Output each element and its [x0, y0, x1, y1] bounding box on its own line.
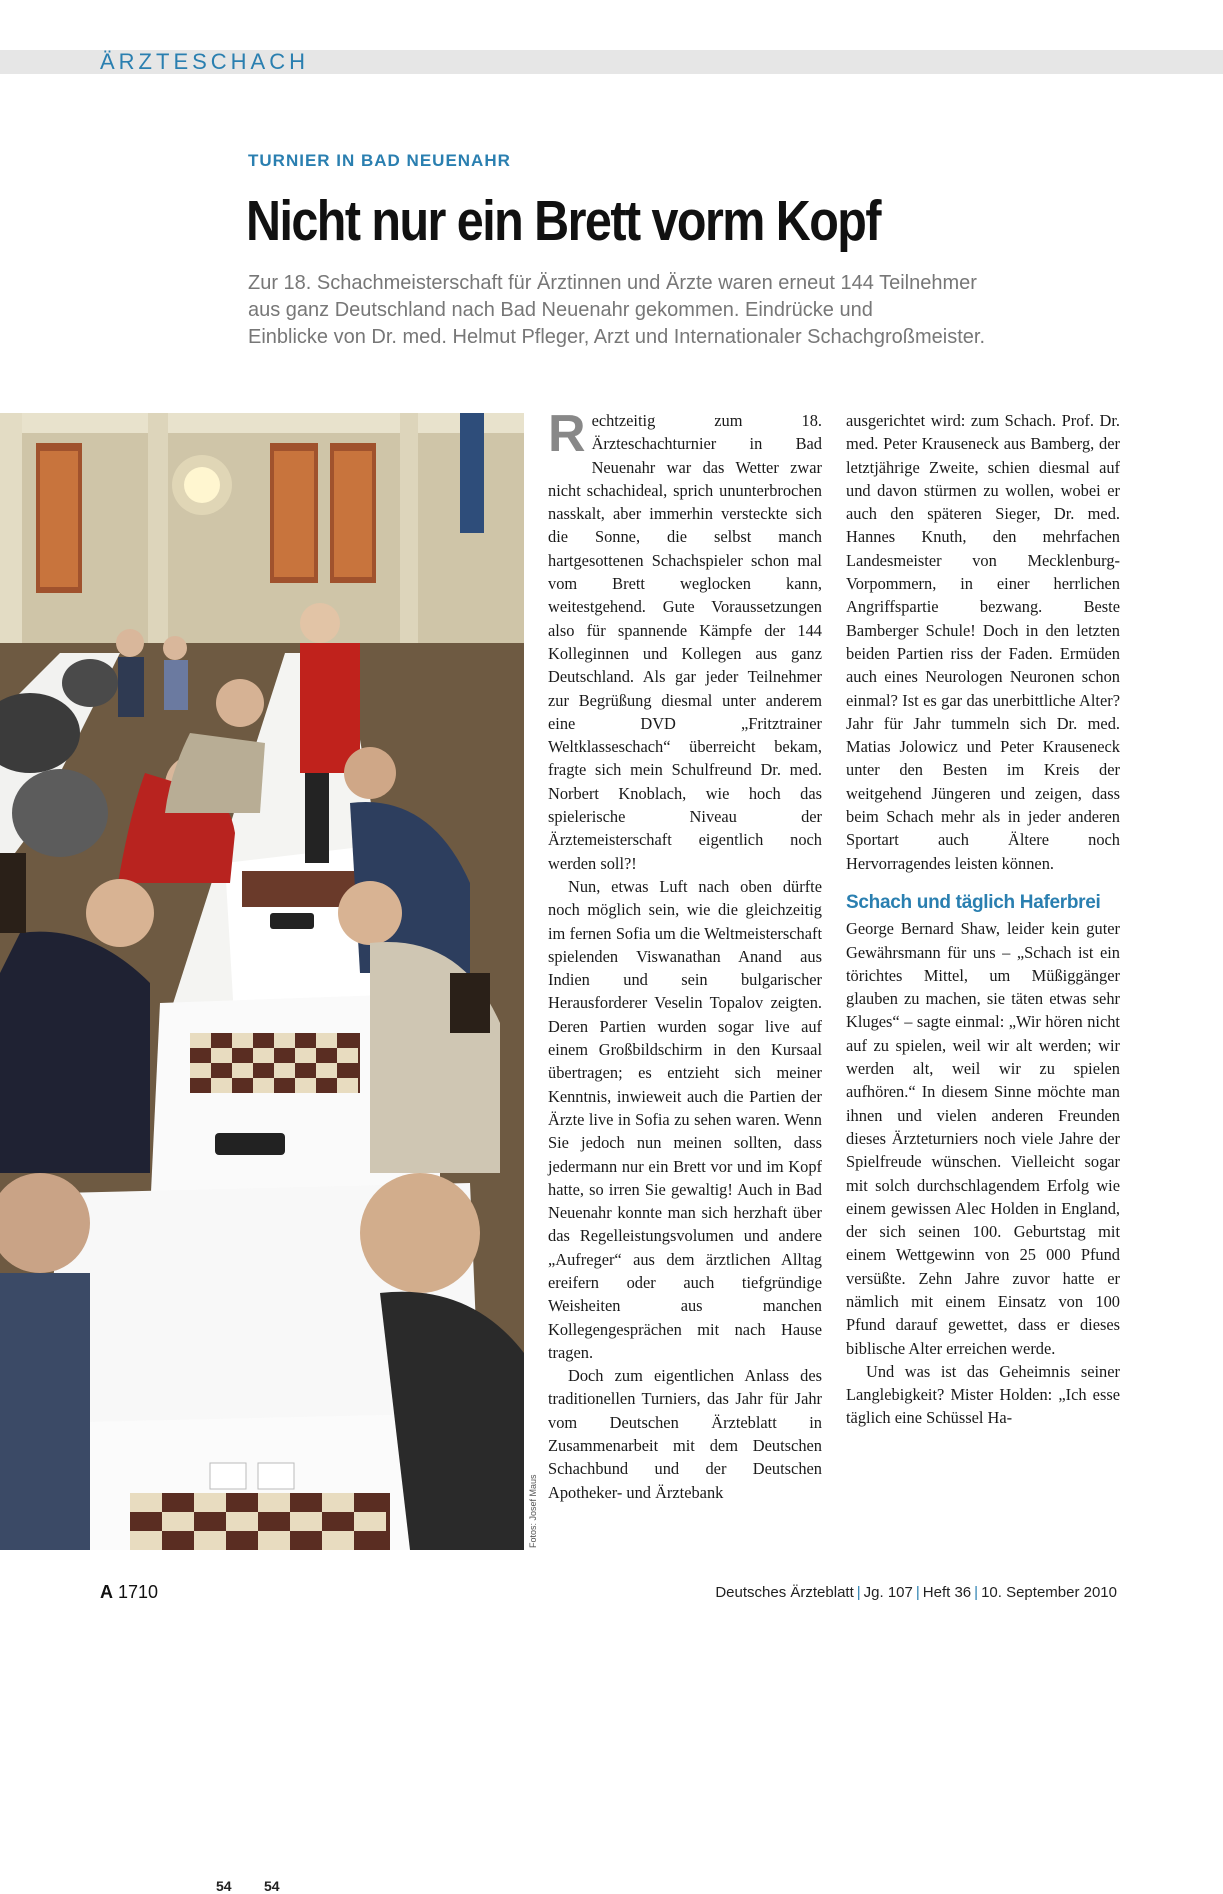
journal-date: 10. September 2010 — [981, 1584, 1117, 1601]
paragraph-text: echtzeitig zum 18. Ärzteschachturnier in Bad Neuenahr war das Wetter zwar nicht schachideal, sprich ununterbrochen nasskalt, aber immerhin versteckte sich die Sonne, die selbst manch hartgesottenen Schachspieler schon mal vom Brett weglocken kann, weitestgehend. Gute Voraussetzungen also für spannende Kämpfe der 144 Kolleginnen und Kollegen aus ganz Deutschland. Als gar jeder Teilnehmer zur Begrüßung diesmal unter anderem eine DVD „Fritztrainer Weltklasseschach“ überreicht bekam, fragte sich mein Schulfreund Dr. med. Norbert Knoblach, wie hoch das spielerische Niveau der Ärztemeisterschaft eigentlich noch werden soll?! — [548, 411, 822, 873]
article-paragraph — [548, 405, 822, 875]
article-paragraph: ausgerichtet wird: zum Schach. Prof. Dr. med. Peter Krauseneck aus Bamberg, der letztjährige Zweite, schien diesmal auf und davon stürmen zu wollen, wobei er auch den späteren Sieger, Dr. med. Hannes Knuth, den mehrfachen Landesmeister von Mecklenburg-Vorpommern, in einer herrlichen Angriffspartie bezwang. Beste Bamberger Schule! Doch in den letzten beiden Partien riss der Faden. Ermüden auch eines Neurologen Neuronen schon einmal? Ist es gar das unerbittliche Alter? Jahr für Jahr tummeln sich Dr. med. Matias Jolowicz und Peter Krauseneck unter den Besten im Kreis der weitgehend Jüngeren und zeigen, dass beim Schach mehr als in jeder anderen Sportart auch Ältere noch Hervorragendes leisten können. — [846, 411, 1120, 873]
board-number: 54 — [216, 1878, 232, 1894]
article-subheading: Schach und täglich Haferbrei — [846, 891, 1101, 913]
drop-cap: R — [548, 405, 586, 463]
page-number-value: 1710 — [118, 1582, 159, 1602]
lead-line: Einblicke von Dr. med. Helmut Pfleger, Arzt und Internationaler Schachgroßmeister. — [248, 326, 986, 348]
article-paragraph: George Bernard Shaw, leider kein guter Gewährsmann für uns – „Schach ist ein törichtes Mittel, um Müßiggänger glauben zu machen, sie täten etwas sehr Kluges“ – sagte einmal: „Wir hören nicht auf zu spielen, weil wir alt werden; wir werden alt, weil wir zu spielen aufhören.“ In diesem Sinne möchte man ihnen und vielen anderen Freunden dieses Ärzteturniers noch viele Jahre der Spielfreude wünschen. Vielleicht sogar mit solch durchschlagendem Erfolg wie einem gewissen Alec Holden in England, der sich seinen 100. Geburtstag mit einem Wettgewinn von 25 000 Pfund versüßte. Zehn Jahre zuvor hatte er nämlich mit einem Einsatz von 100 Pfund darauf gewettet, dass er dieses biblische Alter erreichen werde. — [846, 919, 1120, 1358]
journal-volume: Jg. 107 — [863, 1584, 913, 1601]
article-kicker: TURNIER IN BAD NEUENAHR — [248, 151, 511, 170]
journal-issue: Heft 36 — [922, 1584, 972, 1601]
page-number — [100, 1582, 158, 1603]
board-number: 54 — [264, 1878, 280, 1894]
lead-line: aus ganz Deutschland nach Bad Neuenahr gekommen. Eindrücke und — [248, 299, 873, 321]
photo-credit: Fotos: Josef Maus — [528, 1474, 538, 1548]
journal-name: Deutsches Ärzteblatt — [715, 1584, 854, 1601]
lead-line: Zur 18. Schachmeisterschaft für Ärztinnen und Ärzte waren erneut 144 Teilnehmer — [248, 272, 977, 294]
article-paragraph: Doch zum eigentlichen Anlass des traditionellen Turniers, das Jahr für Jahr vom Deutschen Ärzteblatt in Zusammenarbeit mit dem Deutschen Schachbund und der Deutschen Apotheker- und Ärztebank — [548, 1366, 822, 1502]
article-column-2 — [846, 409, 1120, 1430]
section-label: ÄRZTESCHACH — [100, 49, 310, 74]
page-prefix: A — [100, 1582, 113, 1602]
article-paragraph: Nun, etwas Luft nach oben dürfte noch möglich sein, wie die gleichzeitig im fernen Sofia um die Weltmeisterschaft spielenden Viswanathan Anand aus Indien und sein bulgarischer Herausforderer Veselin Topalov zeigten. Deren Partien wurden sogar live auf einem Großbildschirm in den Kursaal übertragen; es entzieht sich meiner Kenntnis, inwieweit auch die Partien der Ärzte live in Sofia zu sehen waren. Wenn Sie jedoch nun meinen sollten, dass jedermann nur ein Brett vor und im Kopf hatte, so irren Sie gewaltig! Auch in Bad Neuenahr konnte man sich herzhaft über das Regelleistungsvolumen und andere „Aufreger“ aus dem ärztlichen Alltag ereifern oder auch tiefgründige Weisheiten aus manchen Kollegengesprächen mit nach Hause tragen. — [548, 876, 822, 1362]
article-lead — [248, 270, 1108, 351]
article-paragraph: Und was ist das Geheimnis seiner Langlebigkeit? Mister Holden: „Ich esse täglich eine Schüssel Ha- — [846, 1361, 1120, 1428]
journal-info: Deutsches Ärzteblatt | Jg. 107 | Heft 36 | 10. September 2010 — [715, 1584, 1117, 1601]
article-title: Nicht nur ein Brett vorm Kopf — [246, 189, 880, 253]
article-column-1 — [548, 405, 822, 1504]
